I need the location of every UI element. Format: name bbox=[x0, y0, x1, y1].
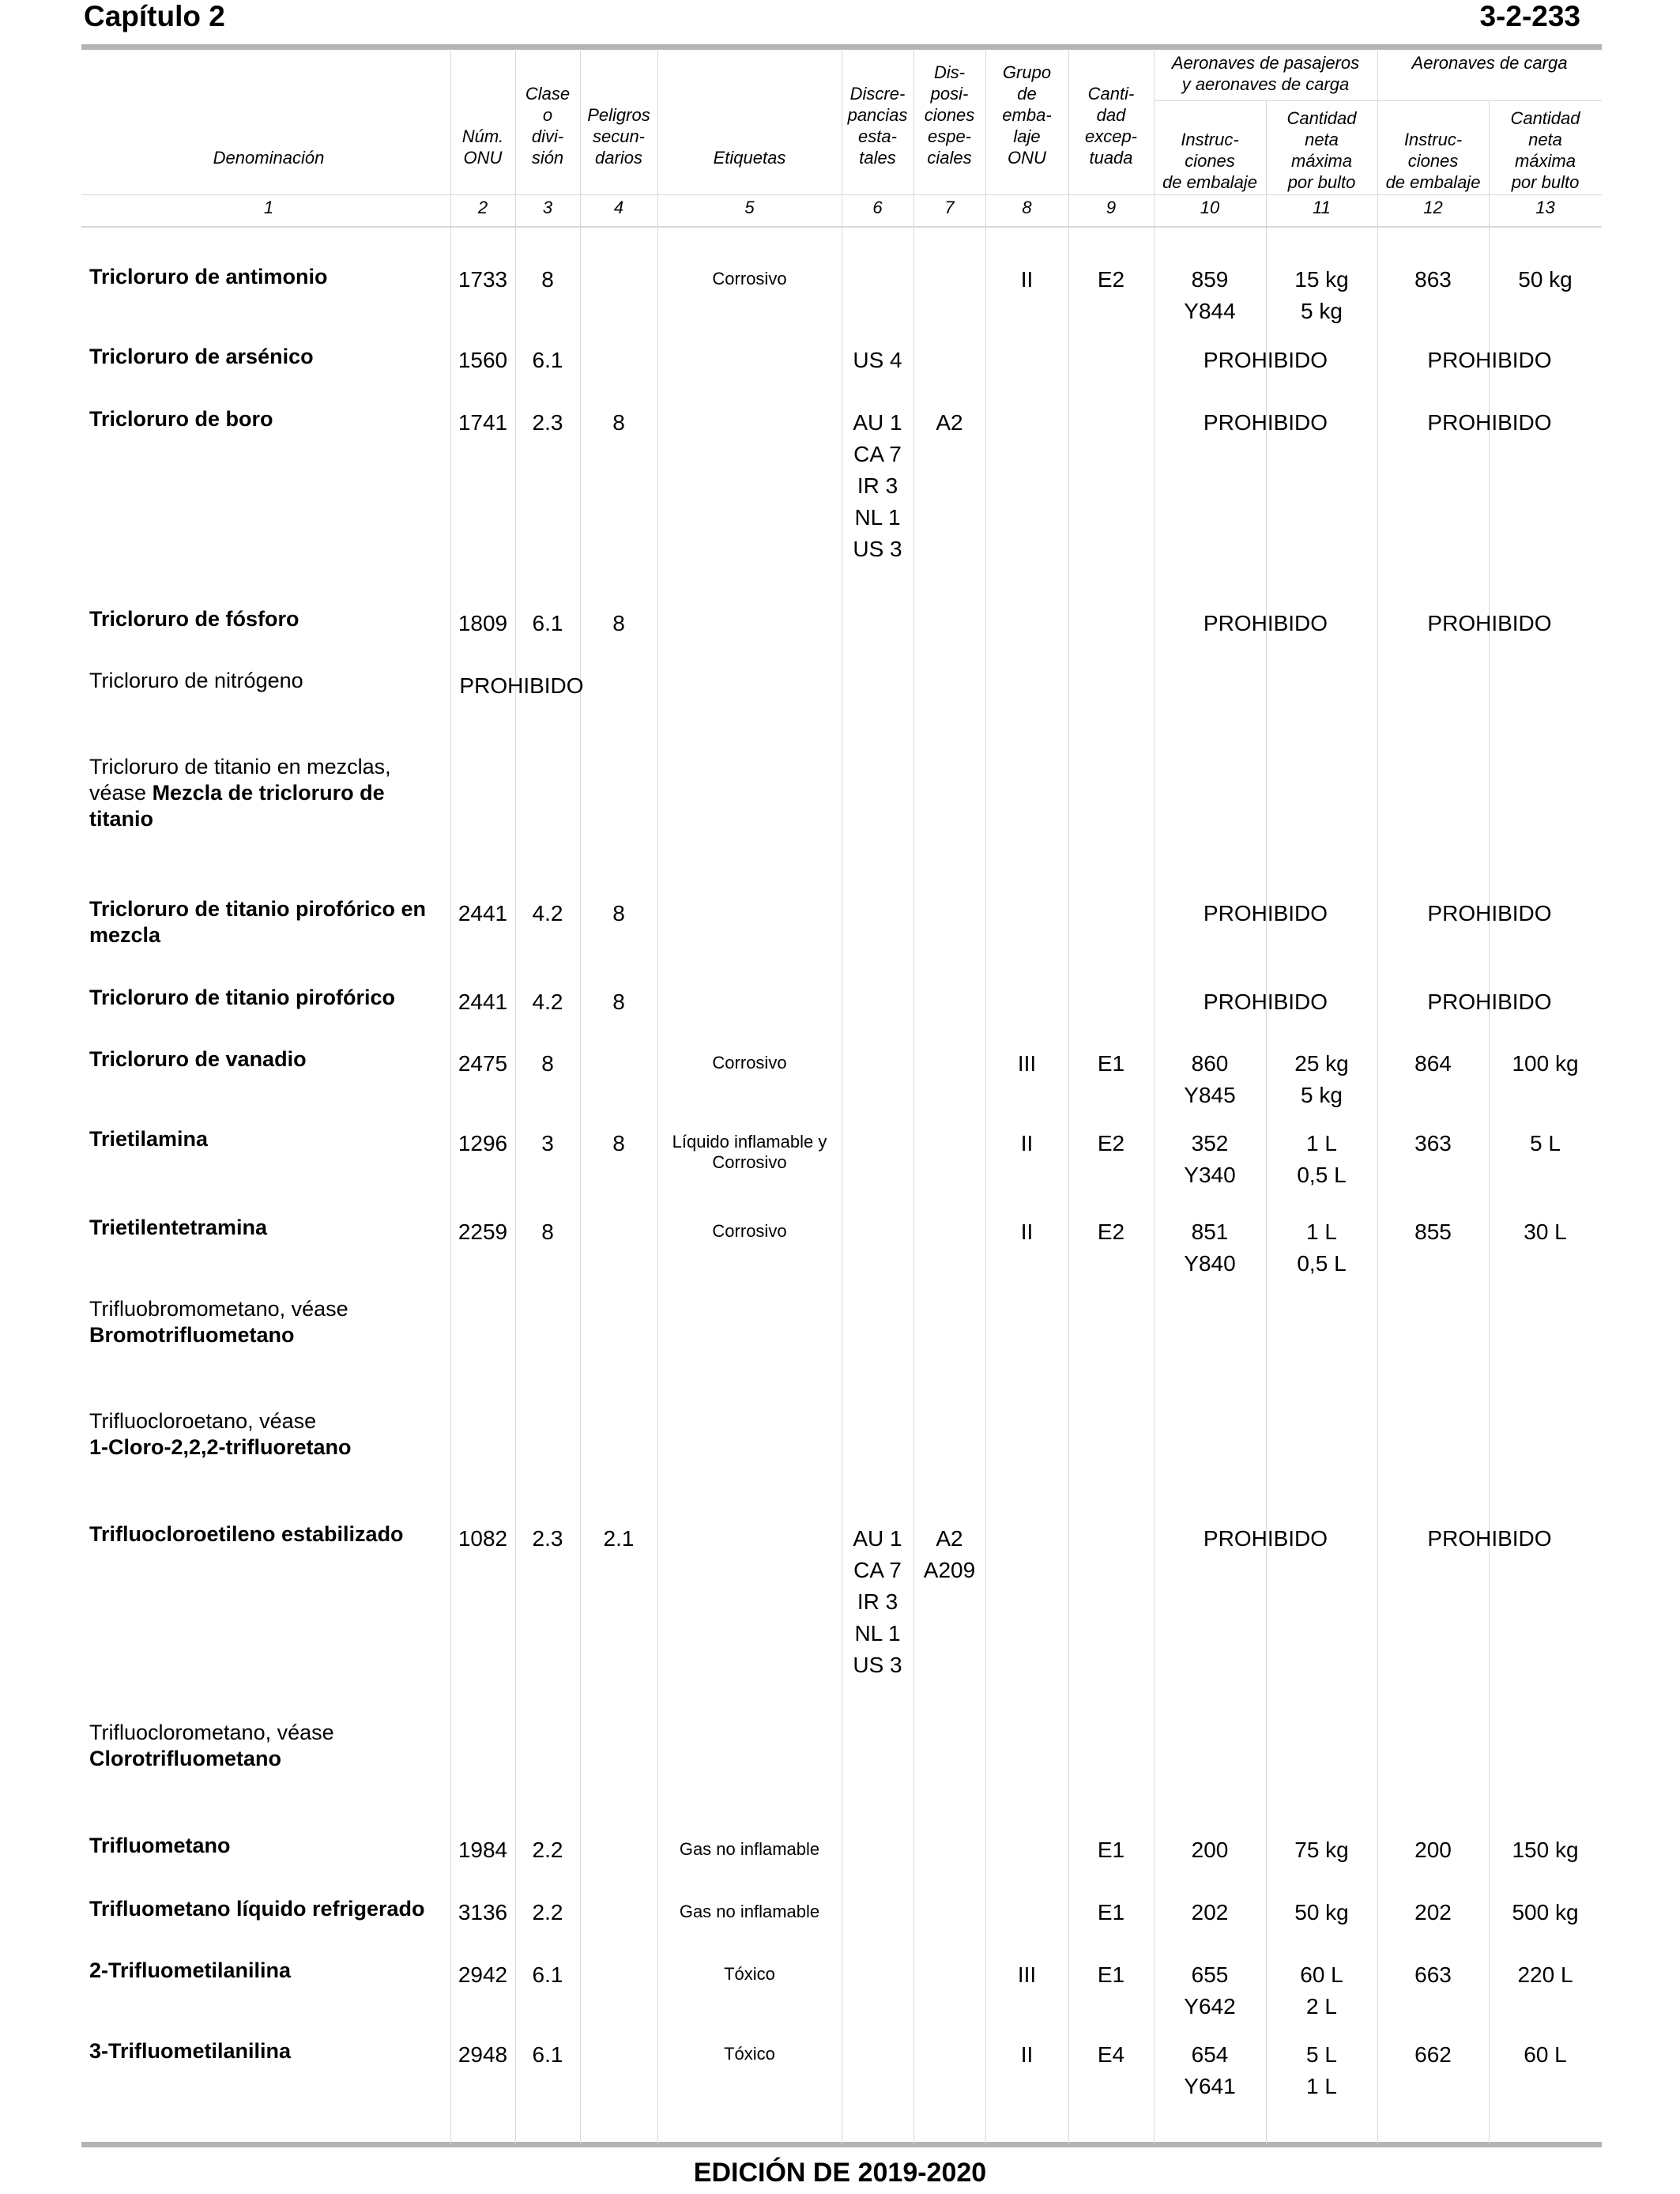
col-header-subsidiary: Peligros secun- darios bbox=[587, 105, 650, 168]
pi-cargo: 855 bbox=[1414, 1220, 1452, 1244]
class-division: 2.3 bbox=[532, 1526, 563, 1551]
un-number: 3136 bbox=[458, 1900, 508, 1924]
pi-cargo: 663 bbox=[1414, 1962, 1452, 1987]
col-sep bbox=[913, 49, 914, 2144]
table-row-name: Trietilentetramina bbox=[89, 1216, 268, 1239]
col-sep bbox=[985, 49, 986, 2144]
qty-cargo: 60 L bbox=[1524, 2042, 1567, 2067]
pi-cargo: 202 bbox=[1414, 1900, 1452, 1924]
state-variation: US 4 bbox=[853, 348, 902, 372]
table-row-name: Tricloruro de arsénico bbox=[89, 345, 314, 368]
packing-group: II bbox=[1020, 1131, 1034, 1155]
un-number: 1984 bbox=[458, 1838, 508, 1862]
pi-cargo: 863 bbox=[1414, 267, 1452, 292]
col-number: 5 bbox=[744, 198, 755, 217]
table-row-name: Tricloruro de fósforo bbox=[89, 607, 299, 631]
table-row-name: Trifluometano bbox=[89, 1834, 231, 1857]
hazard-label: Corrosivo bbox=[712, 1053, 787, 1072]
table-row-name: Tricloruro de vanadio bbox=[89, 1047, 307, 1071]
qty-pax: 1 L 0,5 L bbox=[1297, 1220, 1347, 1276]
pi-pax: 352 Y340 bbox=[1184, 1131, 1236, 1187]
qty-pax: 15 kg 5 kg bbox=[1294, 267, 1349, 323]
state-variation: AU 1 CA 7 IR 3 NL 1 US 3 bbox=[853, 410, 902, 561]
class-division: 6.1 bbox=[532, 348, 563, 372]
un-number: 1741 bbox=[458, 410, 508, 435]
col-header-class: Clase o divi- sión bbox=[525, 84, 571, 168]
pi-cargo: 864 bbox=[1414, 1051, 1452, 1076]
prohibited-pax: PROHIBIDO bbox=[1203, 611, 1328, 635]
class-division: 2.2 bbox=[532, 1838, 563, 1862]
pi-pax: 851 Y840 bbox=[1184, 1220, 1236, 1276]
col-header-special: Dis- posi- ciones espe- ciales bbox=[924, 62, 975, 168]
hazard-label: Líquido inflamable y Corrosivo bbox=[672, 1132, 827, 1172]
hazard-label: Tóxico bbox=[724, 2044, 775, 2064]
pi-pax: 654 Y641 bbox=[1184, 2042, 1236, 2098]
class-division: 4.2 bbox=[532, 990, 563, 1014]
qty-pax: 60 L 2 L bbox=[1300, 1962, 1343, 2019]
table-row-name: Tricloruro de titanio pirofórico bbox=[89, 986, 396, 1009]
table-row-name: Tricloruro de titanio en mezclas, véase Mezcla de tricloruro de titanio bbox=[89, 755, 391, 831]
prohibited-cargo: PROHIBIDO bbox=[1427, 901, 1552, 925]
qty-pax: 5 L 1 L bbox=[1306, 2042, 1337, 2098]
qty-cargo: 50 kg bbox=[1518, 267, 1573, 292]
qty-pax: 1 L 0,5 L bbox=[1297, 1131, 1347, 1187]
page-number: 3-2-233 bbox=[1479, 0, 1580, 32]
col-header-labels: Etiquetas bbox=[713, 148, 786, 168]
prohibited-pax: PROHIBIDO bbox=[1203, 990, 1328, 1014]
table-row-name: Trifluocloroetano, véase 1-Cloro-2,2,2-trifluoretano bbox=[89, 1409, 352, 1459]
qty-pax: 75 kg bbox=[1294, 1838, 1349, 1862]
col-sep bbox=[1068, 49, 1069, 2144]
subsidiary-hazard: 8 bbox=[612, 901, 625, 925]
group-rule bbox=[1154, 100, 1602, 101]
un-number: 1733 bbox=[458, 267, 508, 292]
col-header-variations: Discre- pancias esta- tales bbox=[847, 84, 908, 168]
col-sep bbox=[580, 49, 581, 2144]
qty-pax: 25 kg 5 kg bbox=[1294, 1051, 1349, 1107]
prohibited-all: PROHIBIDO bbox=[459, 673, 584, 698]
subsidiary-hazard: 8 bbox=[612, 1131, 625, 1155]
qty-pax: 50 kg bbox=[1294, 1900, 1349, 1924]
qty-cargo: 150 kg bbox=[1512, 1838, 1579, 1862]
col-header-eq: Canti- dad excep- tuada bbox=[1084, 84, 1138, 168]
prohibited-cargo: PROHIBIDO bbox=[1427, 410, 1552, 435]
table-row-name: 2-Trifluometilanilina bbox=[89, 1958, 292, 1982]
col-number: 8 bbox=[1022, 198, 1032, 217]
col-sep bbox=[657, 49, 658, 2144]
qty-cargo: 100 kg bbox=[1512, 1051, 1579, 1076]
class-division: 6.1 bbox=[532, 2042, 563, 2067]
table-row-name: Tricloruro de antimonio bbox=[89, 265, 328, 288]
class-division: 6.1 bbox=[532, 611, 563, 635]
table-row-name: Trifluoclorometano, véase Clorotrifluometano bbox=[89, 1721, 334, 1770]
packing-group: III bbox=[1017, 1051, 1037, 1076]
un-number: 2259 bbox=[458, 1220, 508, 1244]
col-header-un: Núm. ONU bbox=[461, 126, 504, 168]
pi-pax: 655 Y642 bbox=[1184, 1962, 1236, 2019]
pi-pax: 859 Y844 bbox=[1184, 267, 1236, 323]
table-row-name: Tricloruro de boro bbox=[89, 407, 273, 431]
table-row-name: 3-Trifluometilanilina bbox=[89, 2039, 292, 2063]
table-row-name: Trifluobromometano, véase Bromotrifluometano bbox=[89, 1297, 348, 1347]
subsidiary-hazard: 8 bbox=[612, 410, 625, 435]
packing-group: II bbox=[1020, 267, 1034, 292]
class-division: 2.3 bbox=[532, 410, 563, 435]
hazard-label: Gas no inflamable bbox=[679, 1839, 820, 1859]
excepted-qty: E4 bbox=[1097, 2042, 1125, 2067]
class-division: 6.1 bbox=[532, 1962, 563, 1987]
un-number: 2948 bbox=[458, 2042, 508, 2067]
col-header-pi-cargo: Instruc- ciones de embalaje bbox=[1385, 130, 1481, 192]
excepted-qty: E1 bbox=[1097, 1838, 1125, 1862]
subsidiary-hazard: 8 bbox=[612, 611, 625, 635]
un-number: 2441 bbox=[458, 901, 508, 925]
excepted-qty: E2 bbox=[1097, 1131, 1125, 1155]
prohibited-pax: PROHIBIDO bbox=[1203, 348, 1328, 372]
prohibited-cargo: PROHIBIDO bbox=[1427, 990, 1552, 1014]
special-provision: A2 bbox=[936, 410, 963, 435]
prohibited-cargo: PROHIBIDO bbox=[1427, 1526, 1552, 1551]
un-number: 1560 bbox=[458, 348, 508, 372]
col-header-qty-cargo: Cantidad neta máxima por bulto bbox=[1510, 108, 1580, 192]
col-number: 4 bbox=[613, 198, 624, 217]
excepted-qty: E2 bbox=[1097, 1220, 1125, 1244]
excepted-qty: E1 bbox=[1097, 1962, 1125, 1987]
un-number: 1082 bbox=[458, 1526, 508, 1551]
un-number: 2942 bbox=[458, 1962, 508, 1987]
hazard-label: Corrosivo bbox=[712, 269, 787, 288]
col-number: 1 bbox=[263, 198, 274, 217]
hazard-label: Corrosivo bbox=[712, 1221, 787, 1241]
prohibited-pax: PROHIBIDO bbox=[1203, 901, 1328, 925]
col-header-pi-pax: Instruc- ciones de embalaje bbox=[1162, 130, 1257, 192]
qty-cargo: 220 L bbox=[1517, 1962, 1573, 1987]
col-header-pg: Grupo de emba- laje ONU bbox=[1002, 62, 1052, 168]
qty-cargo: 30 L bbox=[1524, 1220, 1567, 1244]
col-number: 9 bbox=[1106, 198, 1117, 217]
edition-footer: EDICIÓN DE 2019-2020 bbox=[693, 2158, 987, 2188]
prohibited-pax: PROHIBIDO bbox=[1203, 410, 1328, 435]
class-division: 3 bbox=[541, 1131, 554, 1155]
table-row-name: Tricloruro de titanio pirofórico en mezcla bbox=[89, 897, 427, 947]
packing-group: II bbox=[1020, 1220, 1034, 1244]
prohibited-cargo: PROHIBIDO bbox=[1427, 611, 1552, 635]
col-number: 6 bbox=[872, 198, 883, 217]
state-variation: AU 1 CA 7 IR 3 NL 1 US 3 bbox=[853, 1526, 902, 1677]
pi-pax: 200 bbox=[1191, 1838, 1229, 1862]
table-row-name: Trifluometano líquido refrigerado bbox=[89, 1897, 425, 1921]
un-number: 2441 bbox=[458, 990, 508, 1014]
table-row-name: Tricloruro de nitrógeno bbox=[89, 669, 303, 692]
col-header-qty-pax: Cantidad neta máxima por bulto bbox=[1286, 108, 1357, 192]
class-division: 8 bbox=[541, 267, 554, 292]
qty-cargo: 5 L bbox=[1530, 1131, 1561, 1155]
qty-cargo: 500 kg bbox=[1512, 1900, 1579, 1924]
pi-cargo: 363 bbox=[1414, 1131, 1452, 1155]
pi-cargo: 662 bbox=[1414, 2042, 1452, 2067]
subsidiary-hazard: 8 bbox=[612, 990, 625, 1014]
pi-cargo: 200 bbox=[1414, 1838, 1452, 1862]
col-number: 13 bbox=[1535, 198, 1555, 217]
col-number: 11 bbox=[1313, 198, 1331, 217]
excepted-qty: E1 bbox=[1097, 1900, 1125, 1924]
chapter-title: Capítulo 2 bbox=[84, 0, 225, 32]
class-division: 4.2 bbox=[532, 901, 563, 925]
col-number: 2 bbox=[477, 198, 488, 217]
col-number: 10 bbox=[1200, 198, 1220, 217]
prohibited-pax: PROHIBIDO bbox=[1203, 1526, 1328, 1551]
packing-group: III bbox=[1017, 1962, 1037, 1987]
col-header-denominacion: Denominación bbox=[213, 148, 325, 168]
prohibited-cargo: PROHIBIDO bbox=[1427, 348, 1552, 372]
class-division: 2.2 bbox=[532, 1900, 563, 1924]
header-rule bbox=[81, 226, 1602, 228]
packing-group: II bbox=[1020, 2042, 1034, 2067]
class-division: 8 bbox=[541, 1051, 554, 1076]
col-number: 12 bbox=[1423, 198, 1443, 217]
subsidiary-hazard: 2.1 bbox=[603, 1526, 635, 1551]
header-rule bbox=[81, 194, 1602, 195]
col-number: 7 bbox=[944, 198, 955, 217]
excepted-qty: E1 bbox=[1097, 1051, 1125, 1076]
hazard-label: Gas no inflamable bbox=[679, 1902, 820, 1921]
pi-pax: 860 Y845 bbox=[1184, 1051, 1236, 1107]
table-row-name: Trifluocloroetileno estabilizado bbox=[89, 1522, 404, 1546]
un-number: 1296 bbox=[458, 1131, 508, 1155]
pi-pax: 202 bbox=[1191, 1900, 1229, 1924]
table-row-name: Trietilamina bbox=[89, 1127, 209, 1151]
un-number: 1809 bbox=[458, 611, 508, 635]
un-number: 2475 bbox=[458, 1051, 508, 1076]
group-header-cargo: Aeronaves de carga bbox=[1411, 53, 1568, 73]
hazard-label: Tóxico bbox=[724, 1964, 775, 1984]
class-division: 8 bbox=[541, 1220, 554, 1244]
excepted-qty: E2 bbox=[1097, 267, 1125, 292]
special-provision: A2 A209 bbox=[923, 1526, 976, 1582]
group-header-pax: Aeronaves de pasajeros y aeronaves de carga bbox=[1171, 53, 1360, 94]
col-number: 3 bbox=[542, 198, 553, 217]
